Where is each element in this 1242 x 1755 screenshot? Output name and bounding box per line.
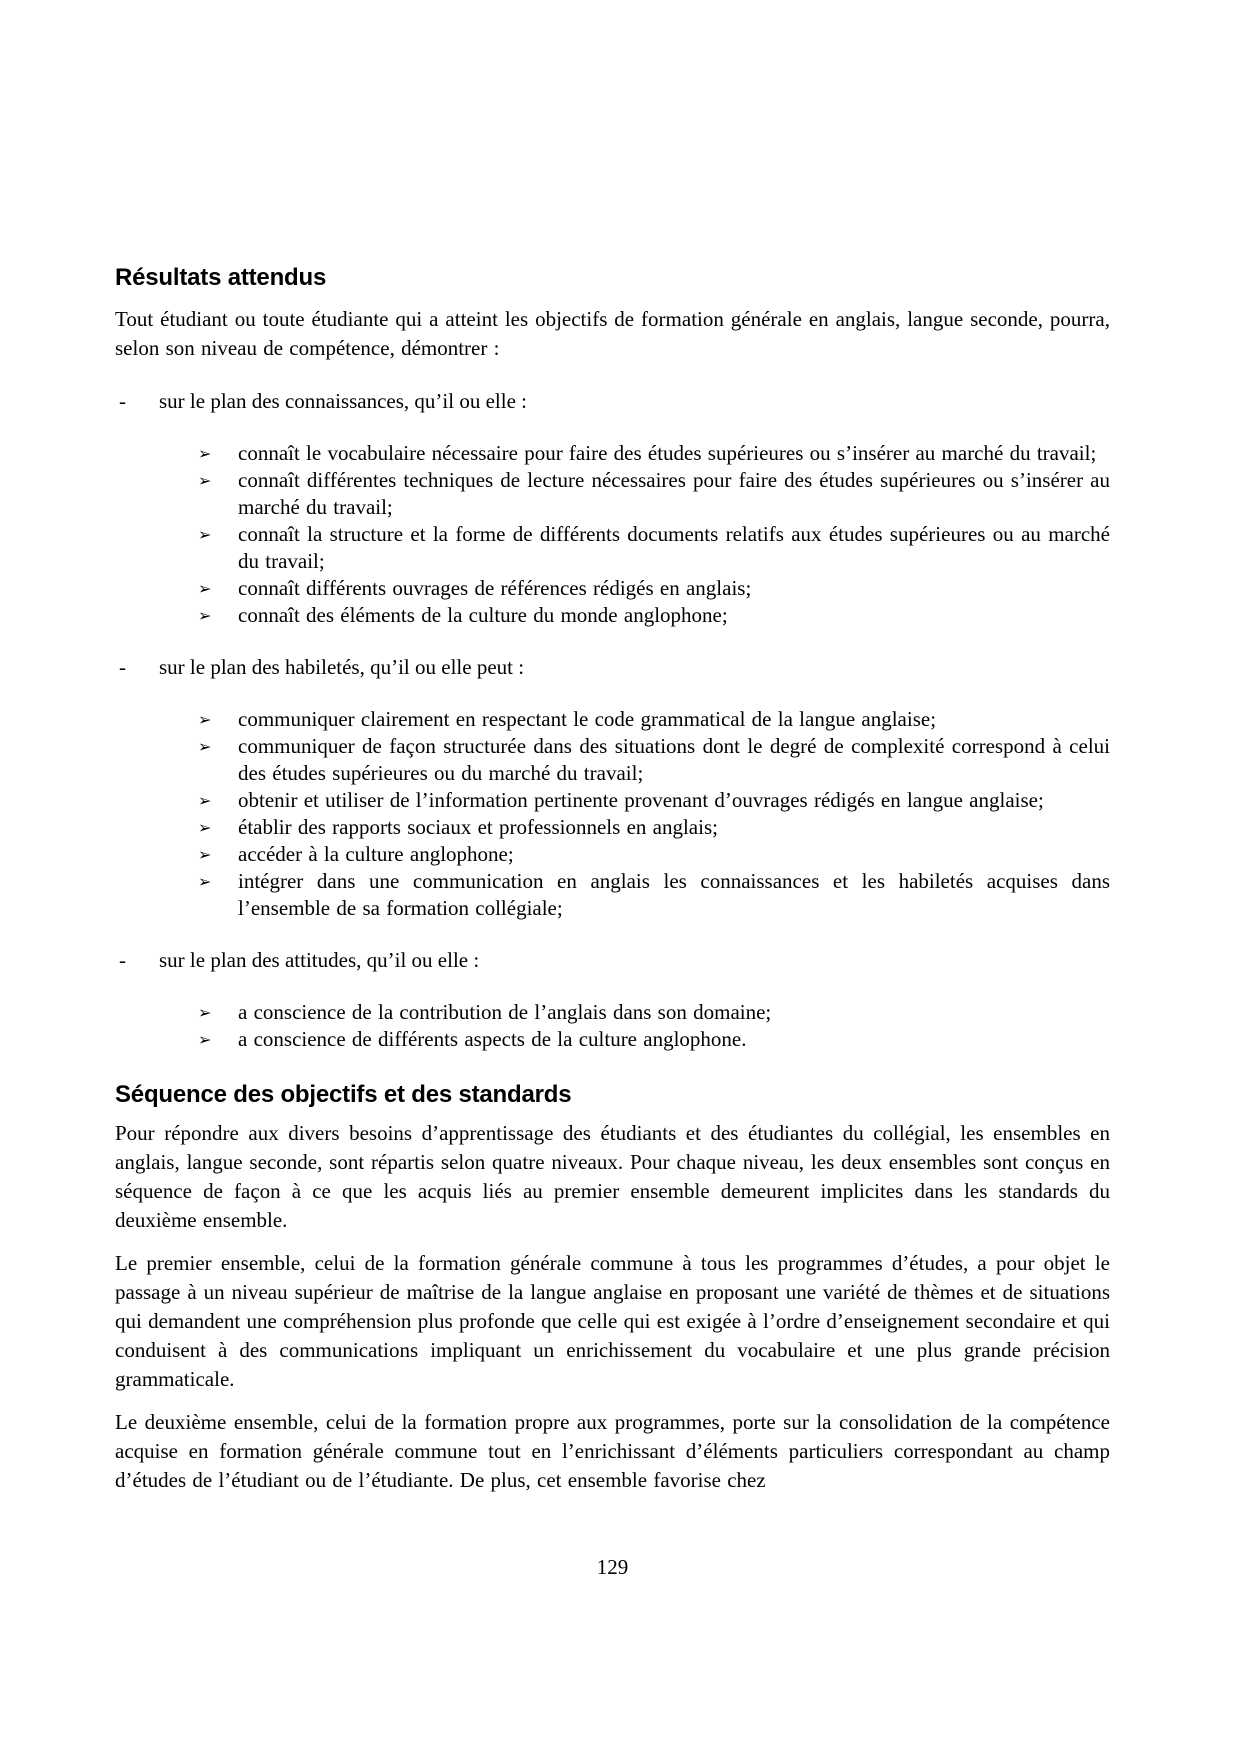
arrow-bullet-icon: ➢: [198, 710, 212, 729]
heading-sequence-objectifs: Séquence des objectifs et des standards: [115, 1081, 572, 1108]
list-item-text: communiquer de façon structurée dans des situations dont le degré de complexité correspond à celui des études supérieures ou du marché du travail;: [238, 734, 1110, 785]
paragraph: Le premier ensemble, celui de la formation générale commune à tous les programmes d’études, a pour objet le passage à un niveau supérieur de maîtrise de la langue anglaise en proposant une variété de thèmes et de situations qui demandent une compréhension plus profonde que celle qui est exigée à l’ordre d’enseignement secondaire et qui conduisent à des communications impliquant un enrichissement du vocabulaire et une plus grande précision grammaticale.: [115, 1251, 1110, 1391]
list-item-text: obtenir et utiliser de l’information pertinente provenant d’ouvrages rédigés en langue anglaise;: [238, 788, 1044, 812]
arrow-bullet-icon: ➢: [198, 791, 212, 810]
group-label-text: sur le plan des connaissances, qu’il ou elle :: [159, 389, 527, 413]
dash-bullet: -: [119, 655, 126, 679]
heading-resultats-attendus: Résultats attendus: [115, 264, 327, 291]
list-item: [198, 706, 1110, 733]
list-item-text: connaît différentes techniques de lecture nécessaires pour faire des études supérieures ou s’insérer au marché du travail;: [238, 468, 1110, 519]
group-label-text: sur le plan des attitudes, qu’il ou elle :: [159, 948, 480, 972]
list-item-text: intégrer dans une communication en anglais les connaissances et les habiletés acquises dans l’ensemble de sa formation collégiale;: [238, 869, 1110, 920]
list-item: [198, 733, 1110, 787]
arrow-bullet-icon: ➢: [198, 872, 212, 891]
group-label-attitudes: [115, 946, 1110, 974]
list-item-text: a conscience de différents aspects de la culture anglophone.: [238, 1027, 747, 1051]
list-item: [198, 814, 1110, 841]
list-item: [198, 1026, 1110, 1053]
list-item: [198, 787, 1110, 814]
dash-bullet: -: [119, 948, 126, 972]
dash-bullet: -: [119, 389, 126, 413]
group-label-text: sur le plan des habiletés, qu’il ou elle peut :: [159, 655, 525, 679]
list-item-text: a conscience de la contribution de l’anglais dans son domaine;: [238, 1000, 772, 1024]
arrow-bullet-icon: ➢: [198, 444, 212, 463]
list-item: [198, 575, 1110, 602]
list-item-text: connaît différents ouvrages de références rédigés en anglais;: [238, 576, 752, 600]
page-number: 129: [596, 1555, 629, 1579]
arrow-bullet-icon: ➢: [198, 579, 212, 598]
list-item: [198, 521, 1110, 575]
list-item: [198, 868, 1110, 922]
arrow-bullet-icon: ➢: [198, 737, 212, 756]
arrow-bullet-icon: ➢: [198, 1003, 212, 1022]
list-item-text: communiquer clairement en respectant le code grammatical de la langue anglaise;: [238, 707, 937, 731]
list-habiletes: [115, 706, 1110, 922]
list-item: [198, 467, 1110, 521]
arrow-bullet-icon: ➢: [198, 471, 212, 490]
arrow-bullet-icon: ➢: [198, 525, 212, 544]
list-connaissances: [115, 440, 1110, 629]
list-item-text: connaît la structure et la forme de différents documents relatifs aux études supérieures ou au marché du travail;: [238, 522, 1110, 573]
paragraph: Pour répondre aux divers besoins d’apprentissage des étudiants et des étudiantes du collégial, les ensembles en anglais, langue seconde, sont répartis selon quatre niveaux. Pour chaque niveau, les deux ensembles sont conçus en séquence de façon à ce que les acquis liés au premier ensemble demeurent implicites dans les standards du deuxième ensemble.: [115, 1121, 1110, 1232]
list-item: [198, 440, 1110, 467]
arrow-bullet-icon: ➢: [198, 1030, 212, 1049]
list-item-text: établir des rapports sociaux et professionnels en anglais;: [238, 815, 718, 839]
arrow-bullet-icon: ➢: [198, 606, 212, 625]
group-label-connaissances: [115, 387, 1110, 415]
list-item-text: accéder à la culture anglophone;: [238, 842, 514, 866]
intro-paragraph: Tout étudiant ou toute étudiante qui a atteint les objectifs de formation générale en anglais, langue seconde, pourra, selon son niveau de compétence, démontrer :: [115, 307, 1110, 360]
list-item-text: connaît le vocabulaire nécessaire pour faire des études supérieures ou s’insérer au marché du travail;: [238, 441, 1097, 465]
arrow-bullet-icon: ➢: [198, 818, 212, 837]
list-item: [198, 999, 1110, 1026]
list-attitudes: [115, 999, 1110, 1053]
list-item-text: connaît des éléments de la culture du monde anglophone;: [238, 603, 728, 627]
list-item: [198, 602, 1110, 629]
paragraph: Le deuxième ensemble, celui de la formation propre aux programmes, porte sur la consolidation de la compétence acquise en formation générale commune tout en l’enrichissant d’éléments particuliers correspondant au champ d’études de l’étudiant ou de l’étudiante. De plus, cet ensemble favorise chez: [115, 1410, 1110, 1492]
group-label-habiletes: [115, 653, 1110, 681]
arrow-bullet-icon: ➢: [198, 845, 212, 864]
list-item: [198, 841, 1110, 868]
